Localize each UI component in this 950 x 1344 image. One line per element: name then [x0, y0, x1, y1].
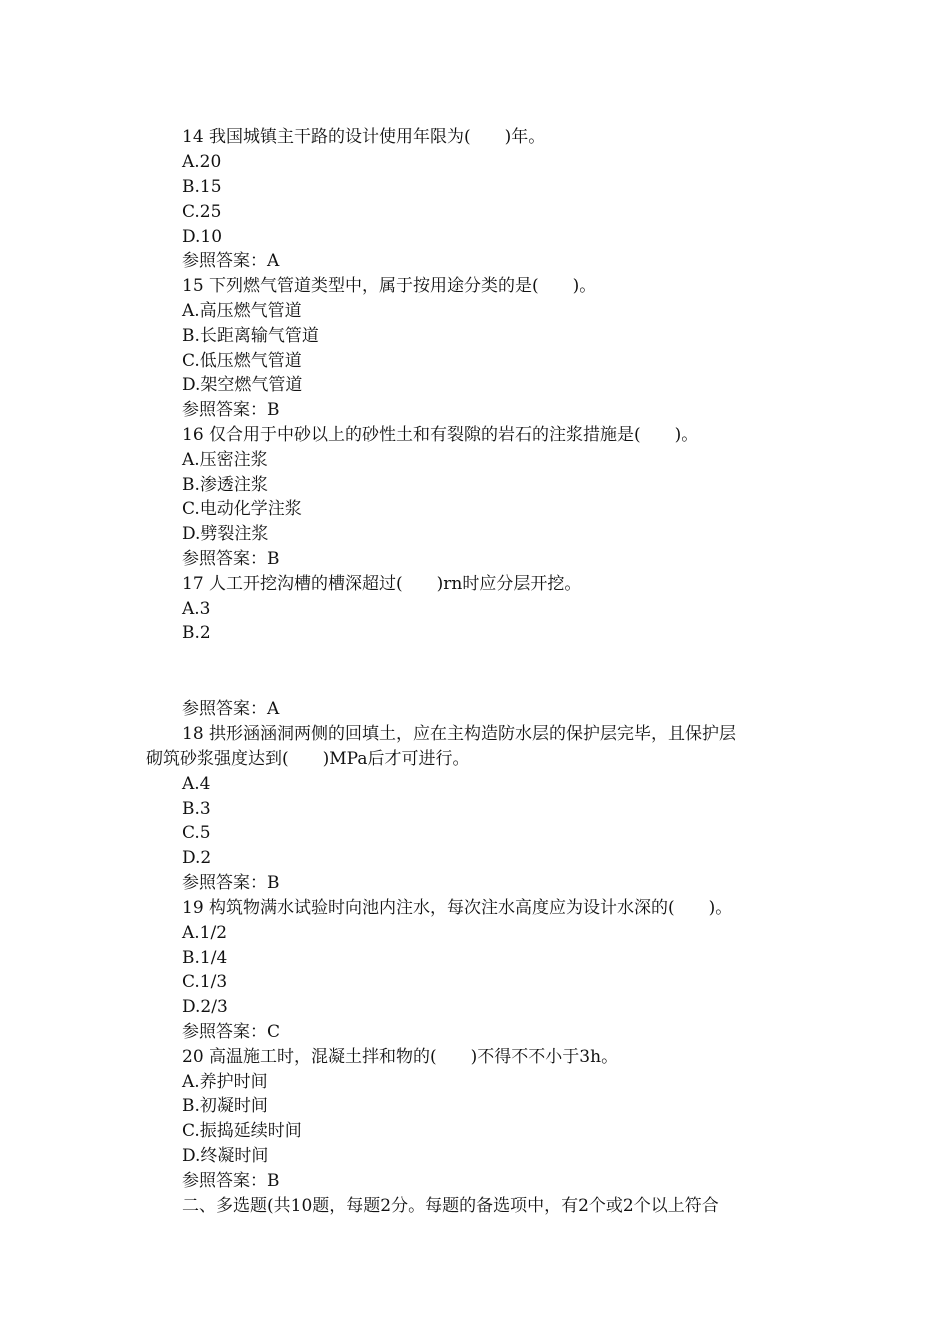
- question-16-option-d: D.劈裂注浆: [182, 524, 269, 544]
- question-14-option-b: B.15: [182, 177, 222, 197]
- question-16-answer: 参照答案：B: [182, 549, 280, 569]
- question-16-option-c: C.电动化学注浆: [182, 499, 302, 519]
- question-18-stem-line-1: 18 拱形涵涵洞两侧的回填土，应在主构造防水层的保护层完毕，且保护层: [182, 724, 737, 744]
- question-17-option-a: A.3: [182, 599, 211, 619]
- question-14-option-d: D.10: [182, 227, 223, 247]
- question-15-option-a: A.高压燃气管道: [182, 301, 302, 321]
- question-19-answer: 参照答案：C: [182, 1022, 281, 1042]
- section-2-heading: 二、多选题(共10题，每题2分。每题的备选项中，有2个或2个以上符合: [182, 1196, 719, 1216]
- question-19-option-c: C.1/3: [182, 972, 228, 992]
- question-18-answer: 参照答案：B: [182, 873, 280, 893]
- question-16-option-b: B.渗透注浆: [182, 475, 268, 495]
- question-18-option-c: C.5: [182, 823, 211, 843]
- question-14-stem: 14 我国城镇主干路的设计使用年限为( )年。: [182, 127, 546, 147]
- question-19-stem: 19 构筑物满水试验时向池内注水，每次注水高度应为设计水深的( )。: [182, 898, 733, 918]
- question-17-answer: 参照答案：A: [182, 699, 280, 719]
- question-14-option-c: C.25: [182, 202, 222, 222]
- question-18-option-d: D.2: [182, 848, 212, 868]
- question-15-stem: 15 下列燃气管道类型中，属于按用途分类的是( )。: [182, 276, 597, 296]
- question-16-stem: 16 仅合用于中砂以上的砂性土和有裂隙的岩石的注浆措施是( )。: [182, 425, 699, 445]
- question-15-option-b: B.长距离输气管道: [182, 326, 319, 346]
- question-19-option-d: D.2/3: [182, 997, 228, 1017]
- question-20-option-c: C.振捣延续时间: [182, 1121, 302, 1141]
- question-15-option-c: C.低压燃气管道: [182, 351, 302, 371]
- question-20-option-b: B.初凝时间: [182, 1096, 268, 1116]
- question-15-option-d: D.架空燃气管道: [182, 375, 303, 395]
- question-17-stem: 17 人工开挖沟槽的槽深超过( )rn时应分层开挖。: [182, 574, 582, 594]
- question-18-option-b: B.3: [182, 799, 211, 819]
- question-14-option-a: A.20: [182, 152, 222, 172]
- question-20-option-d: D.终凝时间: [182, 1146, 269, 1166]
- question-18-option-a: A.4: [182, 774, 211, 794]
- question-20-stem: 20 高温施工时，混凝土拌和物的( )不得不不小于3h。: [182, 1047, 619, 1067]
- question-20-option-a: A.养护时间: [182, 1072, 268, 1092]
- question-20-answer: 参照答案：B: [182, 1171, 280, 1191]
- question-18-stem-line-2: 砌筑砂浆强度达到( )MPa后才可进行。: [146, 749, 470, 769]
- question-19-option-b: B.1/4: [182, 948, 228, 968]
- question-16-option-a: A.压密注浆: [182, 450, 268, 470]
- question-17-option-b: B.2: [182, 623, 211, 643]
- question-15-answer: 参照答案：B: [182, 400, 280, 420]
- question-19-option-a: A.1/2: [182, 923, 228, 943]
- question-14-answer: 参照答案：A: [182, 251, 280, 271]
